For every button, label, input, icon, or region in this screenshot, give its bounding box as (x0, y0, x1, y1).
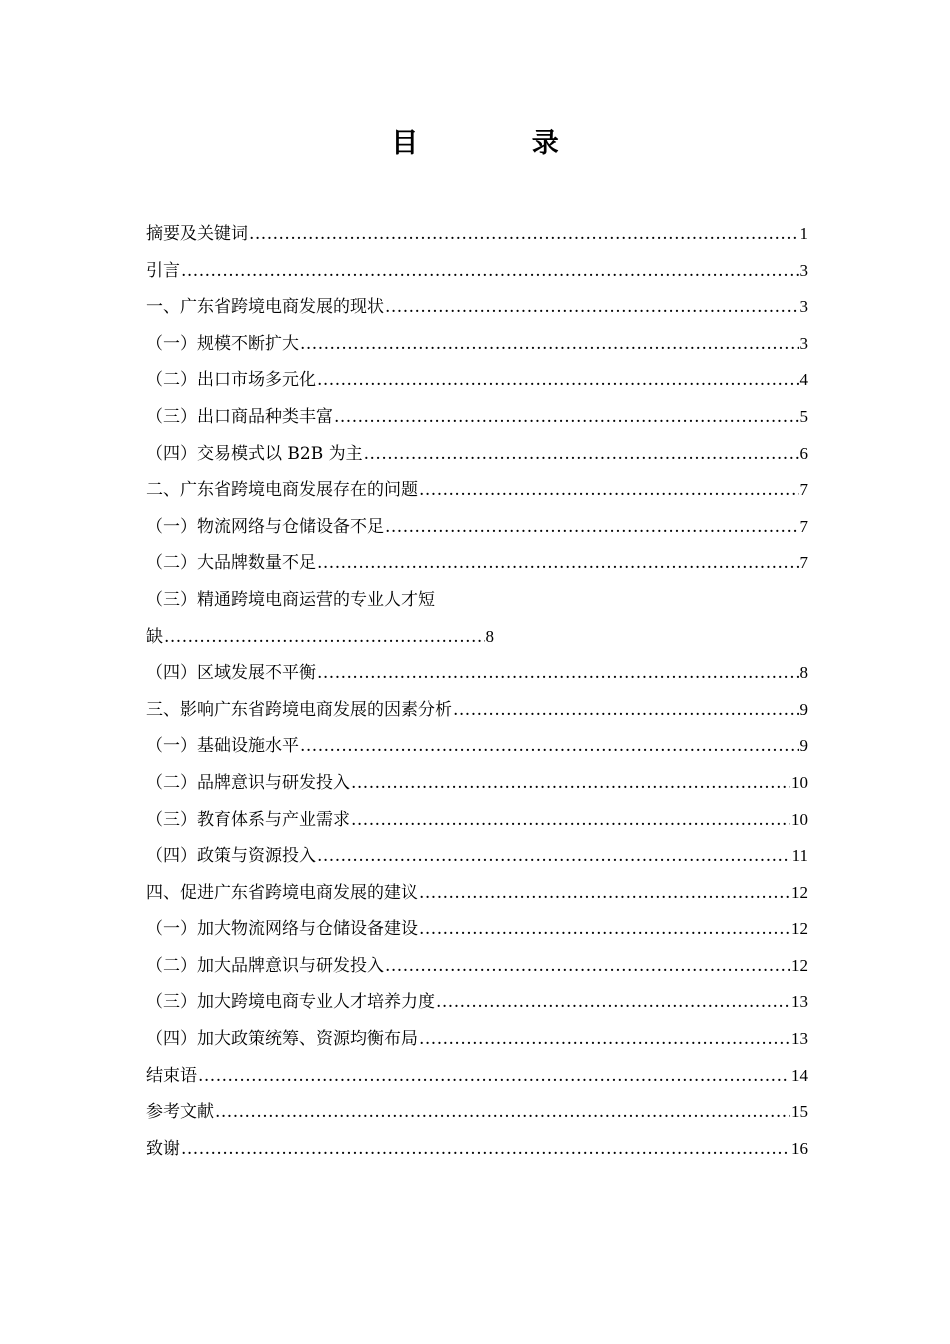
toc-entry[interactable] (146, 802, 808, 839)
toc-entry-text: （一）加大物流网络与仓储设备建设 (146, 919, 418, 940)
toc-entry[interactable] (146, 619, 494, 656)
toc-entry-text: （三）教育体系与产业需求 (146, 809, 350, 830)
toc-leader-dots (317, 655, 799, 692)
toc-leader-dots (198, 1058, 790, 1095)
toc-entry[interactable] (146, 692, 808, 729)
toc-entry[interactable] (146, 472, 808, 509)
toc-entry-page: 4 (799, 370, 808, 390)
toc-entry-text: （四）区域发展不平衡 (146, 663, 316, 684)
toc-entry[interactable] (146, 216, 808, 253)
toc-entry[interactable] (146, 765, 808, 802)
toc-entry-page: 16 (791, 1138, 808, 1158)
toc-entry[interactable] (146, 509, 808, 546)
toc-entry-text: （二）大品牌数量不足 (146, 553, 316, 574)
toc-entry[interactable] (146, 1094, 808, 1131)
toc-entry-page: 15 (791, 1102, 808, 1122)
toc-entry[interactable] (146, 436, 808, 473)
toc-leader-dots (436, 984, 790, 1021)
toc-entry-page: 9 (799, 699, 808, 719)
toc-entry-page: 13 (791, 992, 808, 1012)
toc-entry-text: （二）出口市场多元化 (146, 370, 316, 391)
toc-leader-dots (300, 728, 799, 765)
toc-entry-text: 二、广东省跨境电商发展存在的问题 (146, 480, 418, 501)
toc-entry-page: 10 (791, 809, 808, 829)
toc-entry-page: 8 (485, 626, 494, 646)
toc-entry-text: （三）加大跨境电商专业人才培养力度 (146, 992, 435, 1013)
toc-leader-dots (215, 1094, 790, 1131)
toc-leader-dots (351, 765, 790, 802)
toc-entry-page: 6 (799, 443, 808, 463)
toc-entry-page: 13 (791, 1029, 808, 1049)
toc-leader-dots (181, 1131, 790, 1168)
toc-leader-dots (385, 289, 799, 326)
toc-entry[interactable] (146, 326, 808, 363)
toc-entry-page: 14 (791, 1065, 808, 1085)
toc-entry-page: 7 (799, 480, 808, 500)
toc-entry-text: （二）品牌意识与研发投入 (146, 772, 350, 793)
toc-entry-page: 12 (791, 919, 808, 939)
toc-leader-dots (453, 692, 799, 729)
toc-title: 目 录 (391, 128, 611, 159)
toc-entry[interactable] (146, 1021, 808, 1058)
toc-entry-page: 5 (799, 406, 808, 426)
toc-entry[interactable] (146, 875, 808, 912)
toc-entry-text: （一）物流网络与仓储设备不足 (146, 516, 384, 537)
toc-entry-text: 一、广东省跨境电商发展的现状 (146, 297, 384, 318)
toc-leader-dots (419, 472, 799, 509)
toc-entry-page: 9 (799, 736, 808, 756)
toc-leader-dots (181, 253, 799, 290)
toc-entry-text: （二）加大品牌意识与研发投入 (146, 955, 384, 976)
toc-entry[interactable] (146, 253, 808, 290)
toc-entry-text: （一）规模不断扩大 (146, 333, 299, 354)
toc-entry[interactable] (146, 289, 808, 326)
toc-entry[interactable] (146, 728, 808, 765)
toc-entry-wrapped-line[interactable] (146, 582, 808, 619)
toc-leader-dots (351, 802, 790, 839)
toc-entry[interactable] (146, 655, 808, 692)
toc-entry-text: （四）加大政策统筹、资源均衡布局 (146, 1029, 418, 1050)
table-of-contents (146, 216, 808, 1167)
toc-entry[interactable] (146, 948, 808, 985)
toc-entry-text: （三）精通跨境电商运营的专业人才短 (146, 589, 435, 610)
toc-entry-text: 参考文献 (146, 1102, 214, 1123)
toc-entry[interactable] (146, 1058, 808, 1095)
toc-entry-page: 12 (791, 955, 808, 975)
toc-entry-text: （一）基础设施水平 (146, 736, 299, 757)
toc-entry-text: 引言 (146, 260, 180, 281)
toc-leader-dots (419, 875, 790, 912)
toc-entry-text: 结束语 (146, 1065, 197, 1086)
toc-entry[interactable] (146, 911, 808, 948)
toc-entry[interactable] (146, 838, 808, 875)
toc-entry-page: 12 (791, 882, 808, 902)
toc-entry[interactable] (146, 399, 808, 436)
toc-entry-text: （三）出口商品种类丰富 (146, 406, 333, 427)
toc-entry-text: （四）政策与资源投入 (146, 846, 316, 867)
toc-leader-dots (419, 1021, 790, 1058)
toc-entry[interactable] (146, 1131, 808, 1168)
toc-entry-page: 7 (799, 516, 808, 536)
toc-entry[interactable] (146, 362, 808, 399)
toc-entry-text: 缺 (146, 626, 163, 647)
toc-leader-dots (364, 436, 799, 473)
toc-entry-page: 7 (799, 553, 808, 573)
toc-entry-page: 10 (791, 772, 808, 792)
toc-leader-dots (317, 362, 799, 399)
toc-leader-dots (385, 948, 790, 985)
toc-leader-dots (385, 509, 799, 546)
toc-leader-dots (300, 326, 799, 363)
toc-leader-dots (317, 545, 799, 582)
toc-entry[interactable] (146, 545, 808, 582)
toc-entry[interactable] (146, 984, 808, 1021)
toc-entry-page: 11 (791, 846, 808, 866)
toc-entry-page: 8 (799, 663, 808, 683)
toc-entry-text: 致谢 (146, 1138, 180, 1159)
toc-entry-text: （四）交易模式以 B2B 为主 (146, 443, 363, 464)
toc-entry-text: 四、促进广东省跨境电商发展的建议 (146, 882, 418, 903)
toc-leader-dots (419, 911, 790, 948)
toc-leader-dots (249, 216, 799, 253)
toc-leader-dots (317, 838, 791, 875)
toc-leader-dots (334, 399, 799, 436)
toc-entry-page: 3 (799, 333, 808, 353)
toc-entry-page: 3 (799, 260, 808, 280)
toc-entry-text: 三、影响广东省跨境电商发展的因素分析 (146, 699, 452, 720)
toc-entry-page: 1 (799, 224, 808, 243)
toc-entry-page: 3 (799, 297, 808, 317)
toc-entry-text: 摘要及关键词 (146, 224, 248, 244)
toc-leader-dots (164, 619, 485, 656)
